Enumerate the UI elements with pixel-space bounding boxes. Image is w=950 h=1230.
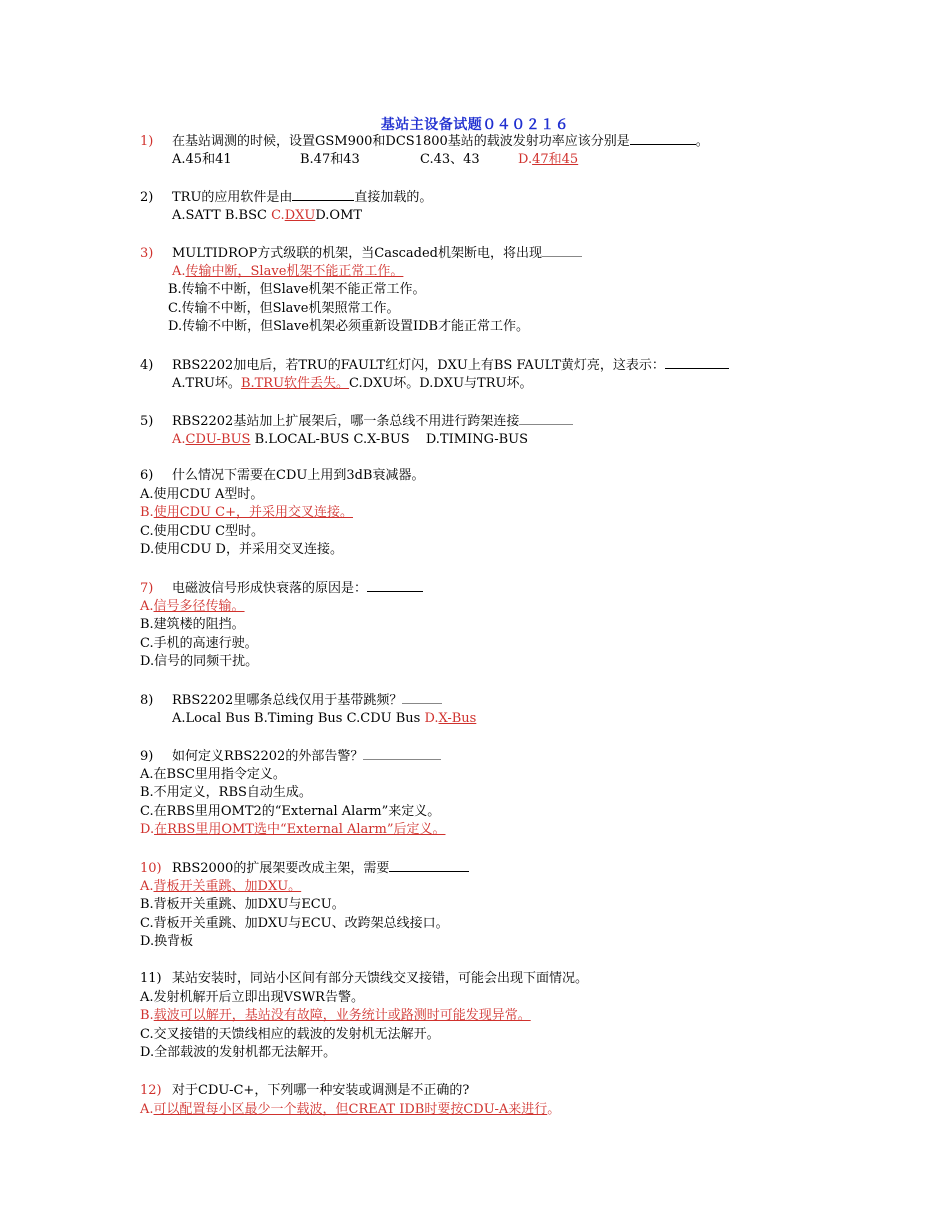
answer-blank bbox=[389, 859, 469, 872]
option-b-answer: 载波可以解开，基站没有故障，业务统计或路测时可能发现异常。 bbox=[153, 1008, 531, 1023]
option-a-answer: 背板开关重跳、加DXU。 bbox=[153, 878, 302, 894]
answer-blank bbox=[363, 747, 441, 760]
option-c: C.在RBS里用OMT2的“External Alarm”来定义。 bbox=[140, 803, 441, 819]
question-11: 11) 某站安装时，同站小区间有部分天馈线交叉接错，可能会出现下面情况。 A.发射机解开后立即出现VSWR告警。 B.载波可以解开，基站没有故障，业务统计或路测时可能发现异常。 C.交叉接错的天馈线相应的载波的发射机无法解开。 D.全部载波的发射机都无法解开。 bbox=[140, 971, 589, 1060]
question-10: 10) RBS2000的扩展架要改成主架，需要 A.背板开关重跳、加DXU。 B.背板开关重跳、加DXU与ECU。 C.背板开关重跳、加DXU与ECU、改跨架总线接口。 D.换背板 bbox=[140, 859, 840, 952]
option-d-answer: X-Bus bbox=[438, 710, 477, 726]
option-c: C.DXU坏。 bbox=[349, 375, 420, 391]
question-1: 1) 在基站调测的时候，设置GSM900和DCS1800基站的载波发射功率应该分别是 。 A.45和41 B.47和43 C.43、43 D.47和45 bbox=[140, 132, 840, 169]
option-b: B.BSC bbox=[224, 207, 267, 223]
question-3: 3) MULTIDROP方式级联的机架，当Cascaded机架断电，将出现 A.传输中断，Slave机架不能正常工作。 B.传输不中断，但Slave机架不能正常工作。 C.传输不中断，但Slave机架照常工作。 D.传输不中断，但Slave机架必须重新设置IDB才能正常工作。 bbox=[140, 244, 840, 337]
option-c: C.使用CDU C型时。 bbox=[140, 523, 265, 539]
question-5: 5) RBS2202基站加上扩展架后，哪一条总线不用进行跨架连接 A.CDU-BUS B.LOCAL-BUS C.X-BUS D.TIMING-BUS bbox=[140, 412, 840, 449]
question-number: 4) bbox=[140, 358, 154, 373]
answer-blank bbox=[367, 579, 423, 592]
question-number: 8) bbox=[140, 693, 154, 708]
option-d-letter: D. bbox=[518, 151, 533, 167]
option-c: C.手机的高速行驶。 bbox=[140, 635, 258, 651]
question-text: RBS2202基站加上扩展架后，哪一条总线不用进行跨架连接 bbox=[172, 414, 520, 429]
option-d-answer: 在RBS里用OMT选中“External Alarm”后定义。 bbox=[154, 822, 446, 837]
answer-blank bbox=[542, 244, 582, 257]
option-d: D.TIMING-BUS bbox=[425, 431, 528, 447]
question-text: TRU的应用软件是由 bbox=[172, 190, 293, 205]
option-c-letter: C. bbox=[271, 207, 285, 223]
option-d: D.传输不中断，但Slave机架必须重新设置IDB才能正常工作。 bbox=[168, 319, 530, 334]
option-a-answer: CDU-BUS bbox=[185, 431, 251, 447]
option-b: B.建筑楼的阻挡。 bbox=[140, 617, 245, 632]
question-6: 6) 什么情况下需要在CDU上用到3dB衰减器。 A.使用CDU A型时。 B.使用CDU C+，并采用交叉连接。 C.使用CDU C型时。 D.使用CDU D，并采用交叉连接。 bbox=[140, 468, 425, 557]
option-d: D.使用CDU D，并采用交叉连接。 bbox=[140, 542, 343, 557]
question-number: 9) bbox=[140, 749, 154, 764]
question-2: 2) TRU的应用软件是由 直接加载的。 A.SATT B.BSC C.DXUD.OMT bbox=[140, 190, 433, 223]
question-number: 5) bbox=[140, 414, 154, 429]
answer-blank bbox=[665, 356, 729, 369]
question-9: 9) 如何定义RBS2202的外部告警？ A.在BSC里用指令定义。 B.不用定义，RBS自动生成。 C.在RBS里用OMT2的“External Alarm”来定义。 D.在RBS里用OMT选中“External Alarm”后定义。 bbox=[140, 749, 446, 837]
option-d: D.换背板 bbox=[140, 934, 194, 949]
question-text: RBS2202里哪条总线仅用于基带跳频？ bbox=[172, 693, 403, 708]
answer-blank bbox=[292, 188, 354, 201]
question-text: 在基站调测的时候，设置GSM900和DCS1800基站的载波发射功率应该分别是 bbox=[172, 134, 630, 149]
answer-blank bbox=[519, 412, 573, 425]
option-a-answer: 可以配置每小区最少一个载波，但CREAT IDB时要按CDU-A来进行 bbox=[153, 1101, 548, 1117]
option-c: C.X-BUS bbox=[353, 431, 410, 447]
option-b: B.传输不中断，但Slave机架不能正常工作。 bbox=[168, 282, 426, 297]
question-number: 1) bbox=[140, 134, 154, 149]
question-text: 对于CDU-C+，下列哪一种安装或调测是不正确的? bbox=[172, 1083, 470, 1098]
option-d: D.全部载波的发射机都无法解开。 bbox=[140, 1045, 337, 1060]
question-text: MULTIDROP方式级联的机架，当Cascaded机架断电，将出现 bbox=[172, 246, 542, 261]
option-c: C.43、43 bbox=[420, 151, 480, 167]
question-text: RBS2202加电后，若TRU的FAULT红灯闪，DXU上有BS FAULT黄灯亮，这表示： bbox=[172, 358, 665, 373]
option-c: C.背板开关重跳、加DXU与ECU、改跨架总线接口。 bbox=[140, 915, 449, 931]
option-d: D.OMT bbox=[315, 207, 363, 223]
option-d-answer: 47和45 bbox=[532, 151, 579, 167]
option-b: B.LOCAL-BUS bbox=[254, 431, 350, 447]
question-number: 2) bbox=[140, 190, 154, 205]
question-text: 什么情况下需要在CDU上用到3dB衰减器。 bbox=[172, 468, 425, 483]
answer-blank bbox=[630, 132, 696, 145]
option-c-answer: DXU bbox=[284, 207, 316, 223]
option-a: A.TRU坏。 bbox=[172, 375, 241, 391]
option-c: C.传输不中断，但Slave机架照常工作。 bbox=[168, 300, 400, 316]
option-d: D.DXU与TRU坏。 bbox=[419, 375, 533, 391]
option-b: B.不用定义，RBS自动生成。 bbox=[140, 785, 312, 800]
option-b: B.47和43 bbox=[300, 151, 360, 167]
question-number: 6) bbox=[140, 468, 154, 483]
option-a: A.在BSC里用指令定义。 bbox=[140, 766, 286, 782]
option-a-answer: 信号多径传输。 bbox=[153, 598, 245, 614]
question-number: 11) bbox=[140, 971, 162, 986]
question-12: 12) 对于CDU-C+，下列哪一种安装或调测是不正确的? A.可以配置每小区最少一个载波，但CREAT IDB时要按CDU-A来进行。 bbox=[140, 1083, 561, 1117]
option-a: A.SATT bbox=[172, 207, 221, 223]
question-number: 10) bbox=[140, 861, 162, 876]
option-a: A.45和41 bbox=[172, 151, 232, 167]
question-4 bbox=[140, 356, 840, 393]
option-d: D.信号的同频干扰。 bbox=[140, 654, 259, 669]
page-title: 基站主设备试题０４０２１６ bbox=[380, 117, 570, 133]
question-number: 7) bbox=[140, 581, 154, 596]
question-text: RBS2000的扩展架要改成主架，需要 bbox=[172, 861, 390, 876]
question-text: 如何定义RBS2202的外部告警？ bbox=[172, 749, 364, 764]
option-a-answer: 传输中断，Slave机架不能正常工作。 bbox=[185, 263, 404, 279]
option-c: C.CDU Bus bbox=[346, 710, 421, 726]
question-text: 某站安装时，同站小区间有部分天馈线交叉接错，可能会出现下面情况。 bbox=[172, 971, 589, 986]
option-c: C.交叉接错的天馈线相应的载波的发射机无法解开。 bbox=[140, 1026, 440, 1042]
option-b: B.背板开关重跳、加DXU与ECU。 bbox=[140, 897, 345, 912]
question-number: 12) bbox=[140, 1083, 162, 1098]
question-text: 电磁波信号形成快衰落的原因是： bbox=[172, 581, 368, 596]
option-a: A.使用CDU A型时。 bbox=[140, 486, 264, 502]
option-b-answer: 使用CDU C+，并采用交叉连接。 bbox=[153, 505, 353, 520]
option-b: B.Timing Bus bbox=[254, 710, 343, 726]
question-8: 8) RBS2202里哪条总线仅用于基带跳频？ A.Local Bus B.Timing Bus C.CDU Bus D.X-Bus bbox=[140, 693, 477, 726]
answer-blank bbox=[402, 691, 442, 704]
question-7: 7) 电磁波信号形成快衰落的原因是： A.信号多径传输。 B.建筑楼的阻挡。 C.手机的高速行驶。 D.信号的同频干扰。 bbox=[140, 579, 840, 672]
option-b-answer: B.TRU软件丢失。 bbox=[240, 375, 350, 391]
option-a: A.Local Bus bbox=[172, 710, 250, 726]
option-a: A.发射机解开后立即出现VSWR告警。 bbox=[140, 989, 364, 1005]
question-number: 3) bbox=[140, 246, 154, 261]
